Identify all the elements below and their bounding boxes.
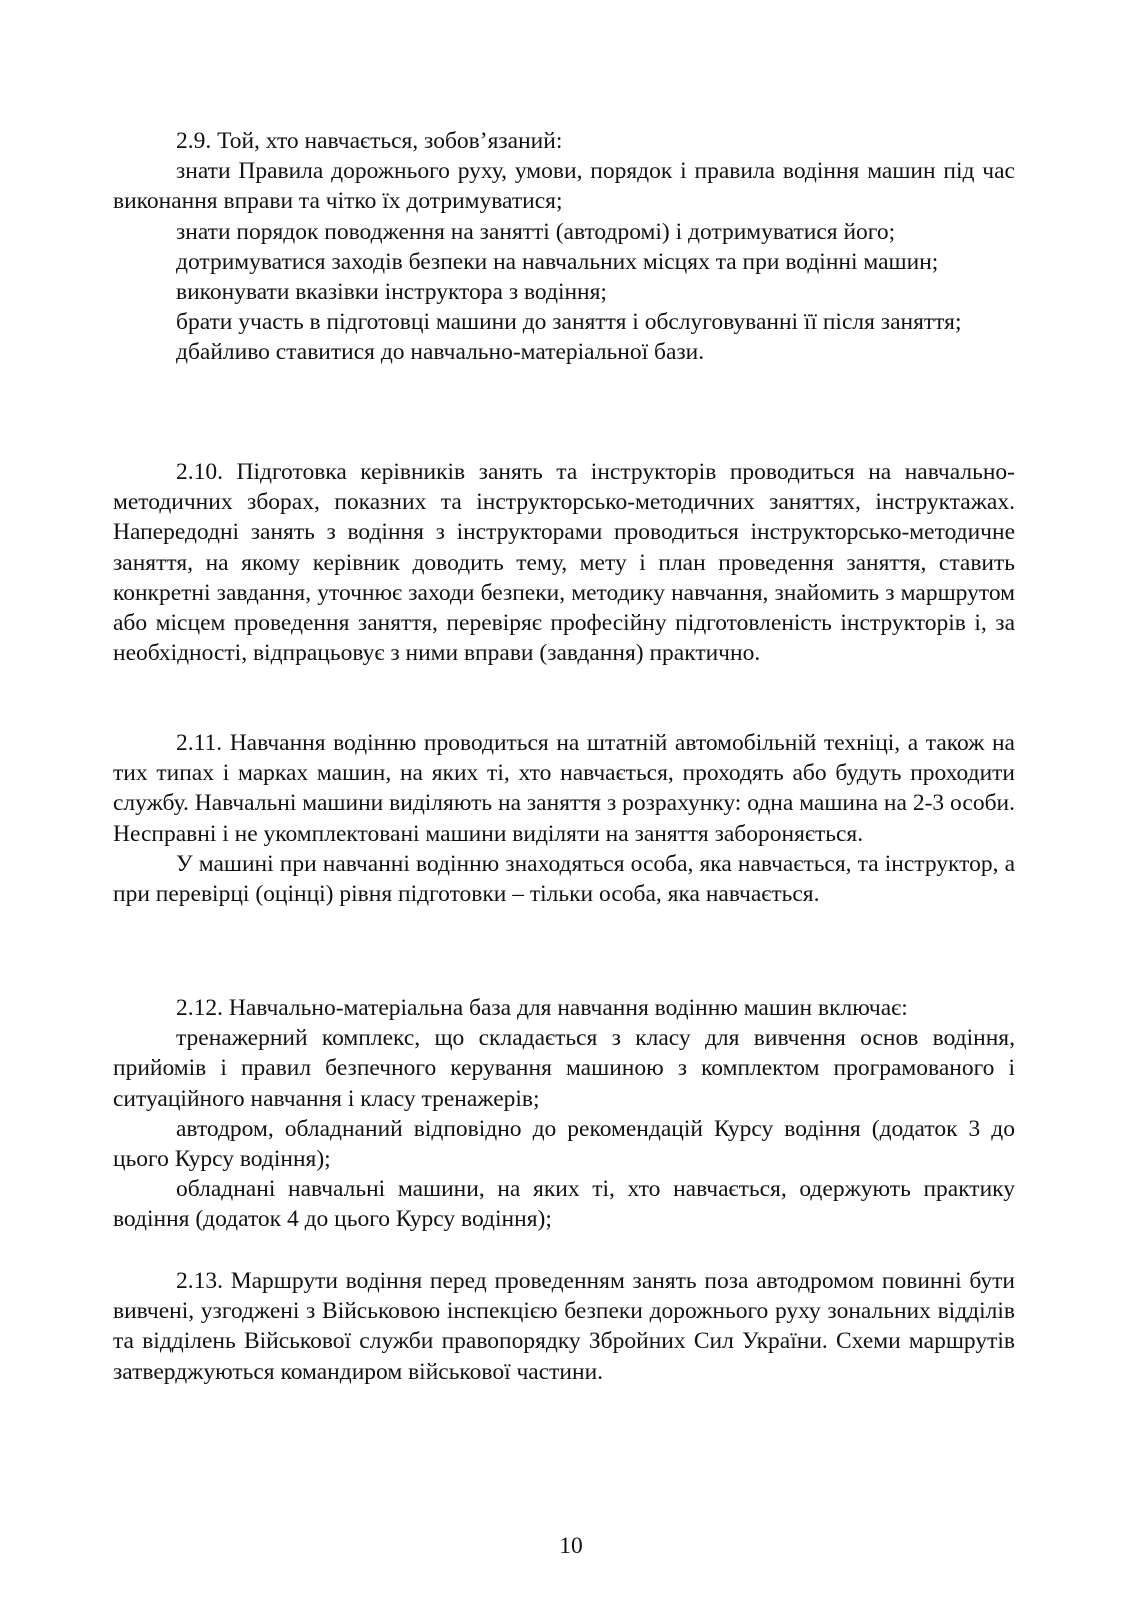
paragraph: 2.11. Навчання водінню проводиться на штатній автомобільній техніці, а також на тих типах і марках машин, на яких ті, хто навчається, проходять або будуть проходити службу. Навчальні машини виділяють на заняття з розрахунку: одна машина на 2-3 особи. Несправні і не укомплектовані машини виділяти на заняття забороняється. — [113, 730, 1015, 847]
paragraph: обладнані навчальні машини, на яких ті, хто навчається, одержують практику водіння (додаток 4 до цього Курсу водіння); — [113, 1176, 1015, 1233]
paragraph: 2.13. Маршрути водіння перед проведенням занять поза автодромом повинні бути вивчені, узгоджені з Військовою інспекцією безпеки дорожнього руху зональних відділів та відділень Військової служби правопорядку Збройних Сил України. Схеми маршрутів затверджуються командиром військової частини. — [113, 1268, 1015, 1385]
section-2-13 — [113, 1266, 1015, 1387]
paragraph: знати Правила дорожнього руху, умови, порядок і правила водіння машин під час виконання вправи та чітко їх дотримуватися; — [113, 158, 1015, 215]
paragraph: У машині при навчанні водінню знаходяться особа, яка навчається, та інструктор, а при перевірці (оцінці) рівня підготовки – тільки особа, яка навчається. — [113, 850, 1015, 908]
paragraph: дотримуватися заходів безпеки на навчальних місцях та при водінні машин; — [176, 248, 939, 275]
paragraph: 2.9. Той, хто навчається, зобов’язаний: — [176, 128, 563, 154]
section-2-10 — [113, 457, 1015, 668]
paragraph: дбайливо ставитися до навчально-матеріальної бази. — [176, 339, 705, 366]
paragraph: знати порядок поводження на занятті (автодромі) і дотримуватися його; — [176, 218, 896, 245]
paragraph: 2.12. Навчально-матеріальна база для навчання водінню машин включає: — [176, 995, 908, 1021]
page-number: 10 — [559, 1533, 583, 1559]
paragraph: 2.10. Підготовка керівників занять та інструкторів проводиться на навчально-методичних зборах, показних та інструкторсько-методичних заняттях, інструктажах. Напередодні занять з водіння з інструкторами проводиться інструкторсько-методичне заняття, на якому керівник доводить тему, мету і план проведення заняття, ставить конкретні завдання, уточнює заходи безпеки, методику навчання, знайомить з маршрутом або місцем проведення заняття, перевіряє професійну підготовленість інструкторів і, за необхідності, відпрацьовує з ними вправи (завдання) практично. — [113, 459, 1015, 667]
section-2-12 — [113, 993, 1015, 1235]
paragraph: виконувати вказівки інструктора з водіння; — [176, 279, 607, 306]
section-2-11 — [113, 728, 1015, 909]
section-2-9 — [113, 126, 1015, 368]
paragraph: автодром, обладнаний відповідно до рекомендацій Курсу водіння (додаток 3 до цього Курсу водіння); — [113, 1115, 1015, 1173]
paragraph: тренажерний комплекс, що складається з класу для вивчення основ водіння, прийомів і правил безпечного керування машиною з комплектом програмованого і ситуаційного навчання і класу тренажерів; — [113, 1025, 1015, 1112]
paragraph: брати участь в підготовці машини до заняття і обслуговуванні її після заняття; — [176, 309, 962, 336]
